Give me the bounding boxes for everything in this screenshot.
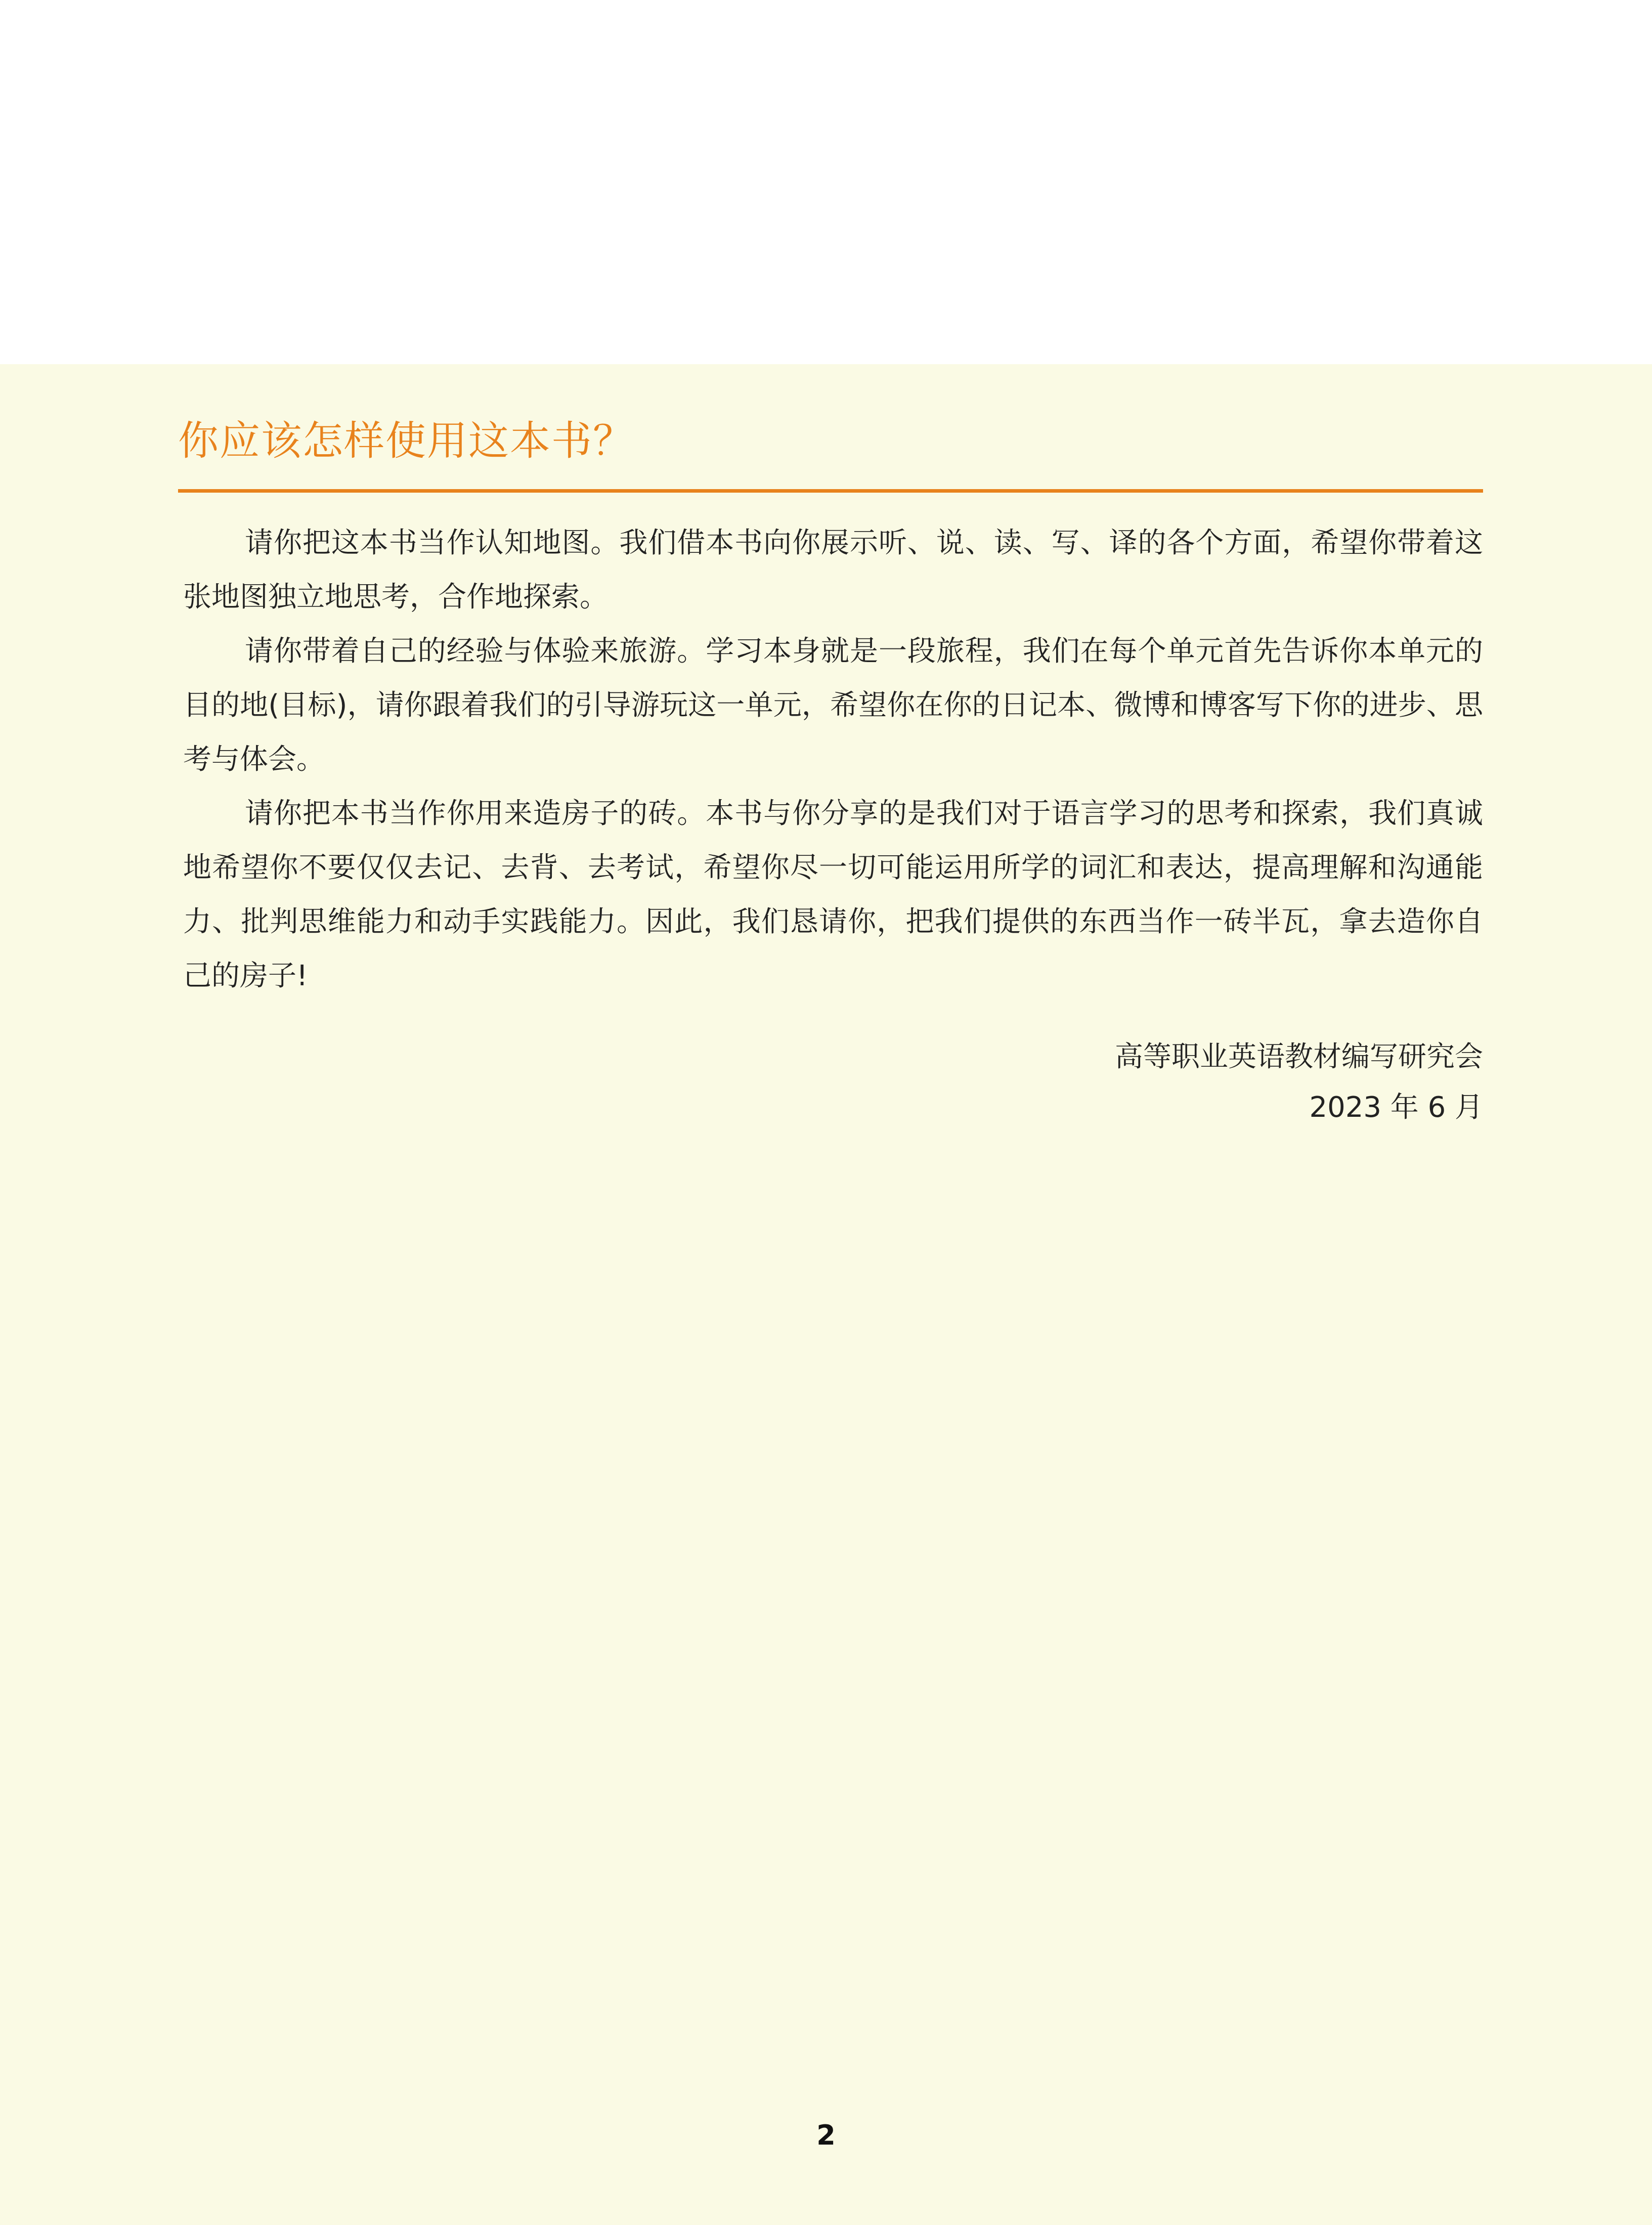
body-text [183, 516, 1483, 1003]
paragraph-cognitive-map: 请你把这本书当作认知地图。我们借本书向你展示听、说、读、写、译的各个方面，希望你带着这张地图独立地思考，合作地探索。 [183, 527, 1483, 614]
heading-divider [178, 489, 1483, 493]
paragraph-journey: 请你带着自己的经验与体验来旅游。学习本身就是一段旅程，我们在每个单元首先告诉你本单元的目的地(目标)，请你跟着我们的引导游玩这一单元，希望你在你的日记本、微博和博客写下你的进步、思考与体会。 [183, 635, 1483, 776]
page-number: 2 [816, 2119, 836, 2151]
signature-date: 2023 年 6 月 [1309, 1091, 1483, 1124]
top-blank-area [0, 0, 1652, 364]
paragraph-bricks: 请你把本书当作你用来造房子的砖。本书与你分享的是我们对于语言学习的思考和探索，我们真诚地希望你不要仅仅去记、去背、去考试，希望你尽一切可能运用所学的词汇和表达，提高理解和沟通能力、批判思维能力和动手实践能力。因此，我们恳请你，把我们提供的东西当作一砖半瓦，拿去造你自己的房子! [183, 797, 1483, 992]
page-heading: 你应该怎样使用这本书？ [178, 417, 634, 464]
signature-organization: 高等职业英语教材编写研究会 [1115, 1040, 1483, 1073]
signature-block [1115, 1032, 1483, 1133]
